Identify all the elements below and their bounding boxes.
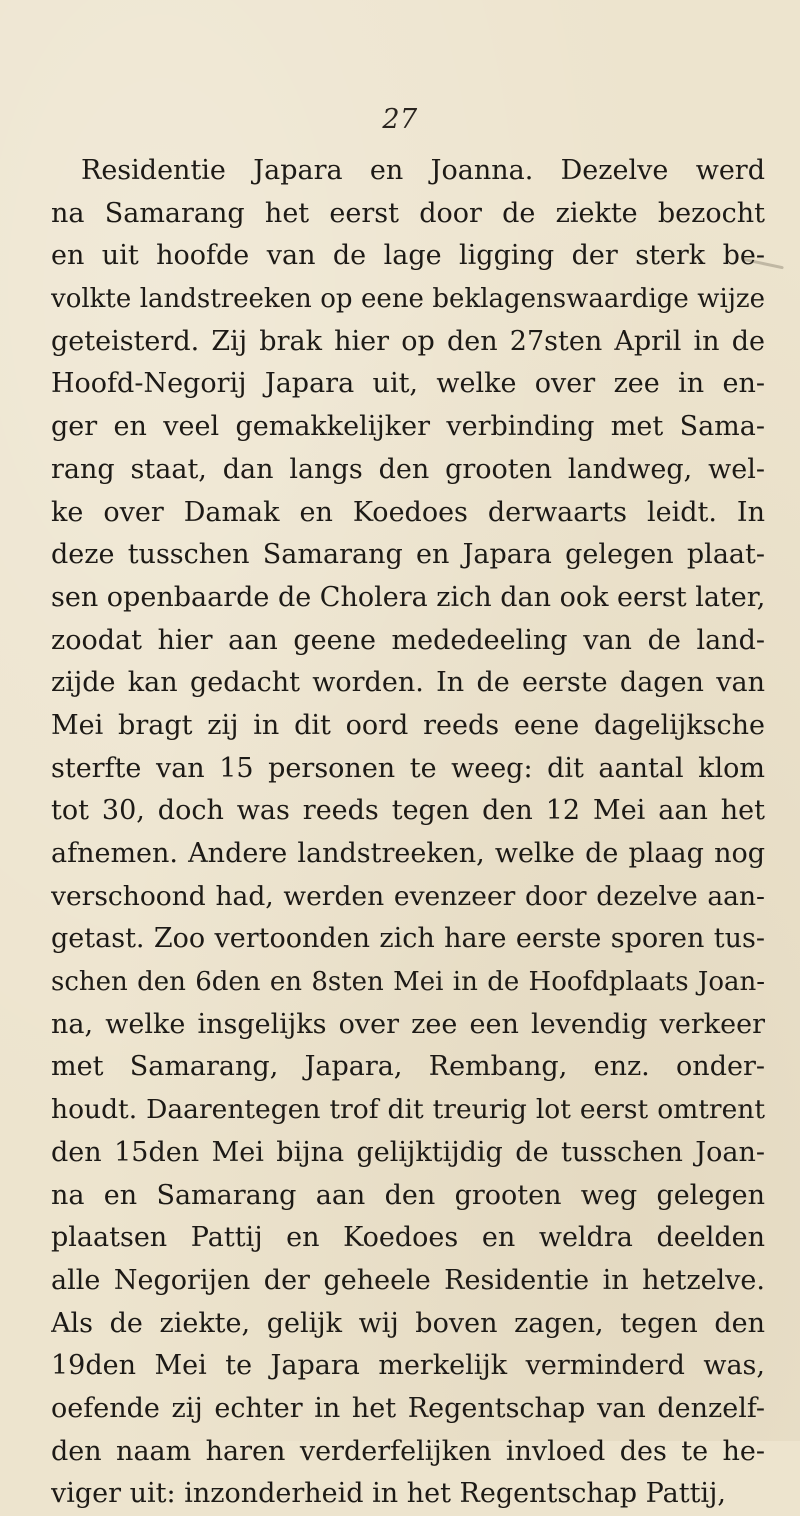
text-line: na, welke insgelijks over zee een levendig verkeer [51,1008,765,1040]
text-line: geteisterd. Zij brak hier op den 27sten April in de [51,325,765,357]
text-line: tot 30, doch was reeds tegen den 12 Mei aan het [51,795,765,827]
text-line: Als de ziekte, gelijk wij boven zagen, tegen den [51,1307,765,1339]
text-line: Residentie Japara en Joanna. Dezelve werd [81,155,765,186]
text-line: rang staat, dan langs den grooten landweg, wel- [51,453,765,485]
text-line: sterfte van 15 personen te weeg: dit aantal klom [51,752,765,784]
text-line: 19den Mei te Japara merkelijk verminderd was, [51,1350,765,1382]
text-line: na Samarang het eerst door de ziekte bezocht [51,197,765,229]
text-line: volkte landstreeken op eene beklagenswaardige wijze [51,284,765,315]
text-line: ger en veel gemakkelijker verbinding met Sama- [51,411,765,443]
text-line: en uit hoofde van de lage ligging der sterk be- [51,240,765,272]
text-line: schen den 6den en 8sten Mei in de Hoofdplaats Joan- [51,967,765,998]
text-line: zoodat hier aan geene mededeeling van de land- [51,624,765,656]
text-line: ke over Damak en Koedoes derwaarts leidt. In [51,496,765,528]
page-number: 27 [382,104,418,135]
text-line: Hoofd-Negorij Japara uit, welke over zee in en- [51,368,765,400]
text-line: viger uit: inzonderheid in het Regentschap Pattij, [51,1478,727,1510]
text-line: deze tusschen Samarang en Japara gelegen plaat- [51,539,765,571]
text-line: Mei bragt zij in dit oord reeds eene dagelijksche [51,709,765,741]
text-line: sen openbaarde de Cholera zich dan ook eerst later, [51,581,765,613]
text-line: houdt. Daarentegen trof dit treurig lot eerst omtrent [51,1094,765,1126]
text-line: afnemen. Andere landstreeken, welke de plaag nog [51,838,765,869]
text-line: den 15den Mei bijna gelijktijdig de tusschen Joan- [51,1136,765,1168]
text-line: zijde kan gedacht worden. In de eerste dagen van [51,667,765,699]
text-line: den naam haren verderfelijken invloed des te he- [51,1435,765,1467]
text-line: alle Negorijen der geheele Residentie in hetzelve. [51,1264,765,1296]
text-line: getast. Zoo vertoonden zich hare eerste sporen tus- [51,923,765,955]
body-text [51,150,765,1516]
text-line: na en Samarang aan den grooten weg gelegen [51,1179,765,1211]
text-line: oefende zij echter in het Regentschap van denzelf- [51,1392,765,1424]
text-line: plaatsen Pattij en Koedoes en weldra deelden [51,1222,765,1254]
text-line: verschoond had, werden evenzeer door dezelve aan- [51,880,765,912]
text-line: met Samarang, Japara, Rembang, enz. onder- [51,1051,765,1083]
